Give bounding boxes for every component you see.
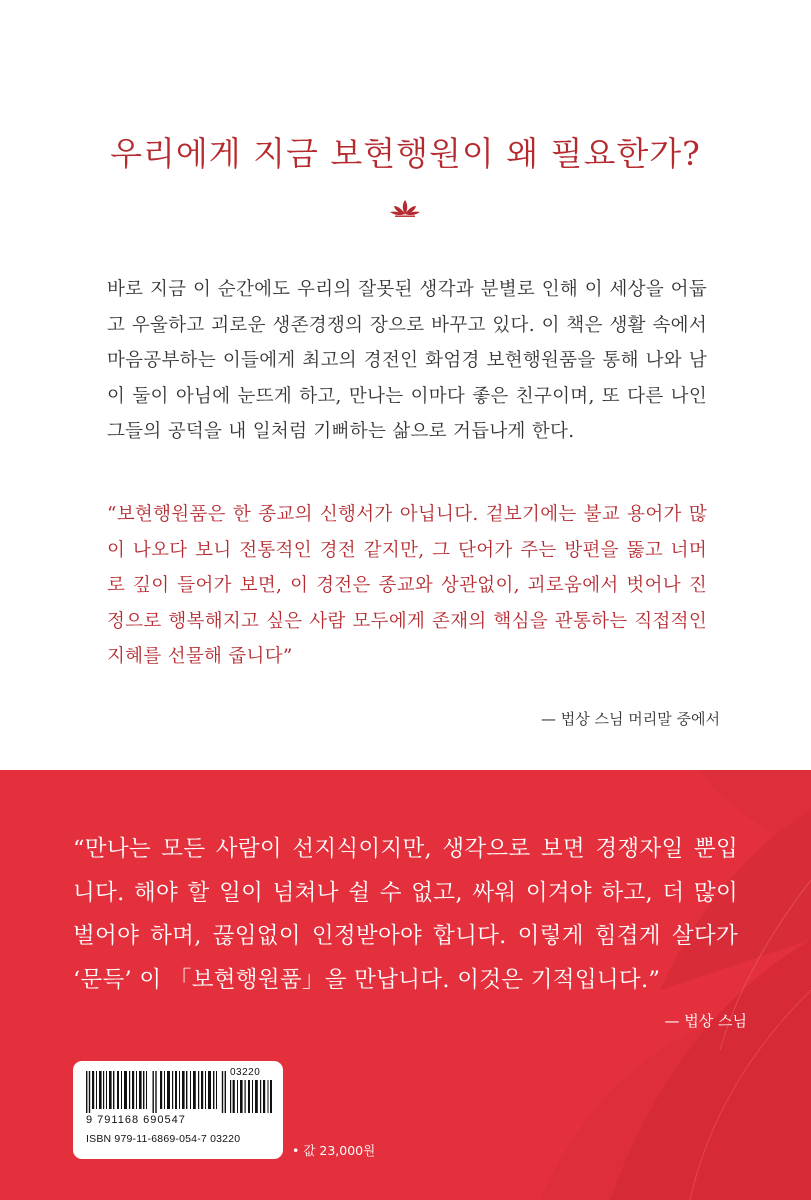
preface-quote: “보현행원품은 한 종교의 신행서가 아닙니다. 겉보기에는 불교 용어가 많이 나오다 보니 전통적인 경전 같지만, 그 단어가 주는 방편을 뚫고 너머로 깊이 들어가 보면, 이 경전은 종교와 상관없이, 괴로움에서 벗어나 진정으로 행복해지고 싶은 사람 모두에게 존재의 핵심을 관통하는 직접적인 지혜를 선물해 줍니다” [107, 504, 707, 668]
back-cover-attribution: — 법상 스님 [664, 1012, 747, 1030]
cover-bottom-panel [0, 770, 811, 1200]
isbn-text: ISBN 979-11-6869-054-7 03220 [86, 1133, 241, 1145]
barcode-addon-code: 03220 [230, 1067, 261, 1078]
preface-attribution: — 법상 스님 머리말 중에서 [541, 710, 720, 728]
lotus-icon [389, 198, 421, 218]
price-label: • 값 23,000원 [292, 1143, 376, 1158]
barcode-addon-bars [230, 1080, 272, 1113]
isbn-barcode [73, 1061, 283, 1159]
cover-headline: 우리에게 지금 보현행원이 왜 필요한가? [110, 134, 701, 173]
intro-paragraph: 바로 지금 이 순간에도 우리의 잘못된 생각과 분별로 인해 이 세상을 어둡고 우울하고 괴로운 생존경쟁의 장으로 바꾸고 있다. 이 책은 생활 속에서 마음공부하는 이들에게 최고의 경전인 화엄경 보현행원품을 통해 나와 남이 둘이 아님에 눈뜨게 하고, 만나는 이마다 좋은 친구이며, 또 다른 나인 그들의 공덕을 내 일처럼 기뻐하는 삶으로 거듭나게 한다. [107, 279, 707, 443]
barcode-bars [86, 1071, 226, 1113]
back-cover-quote: “만나는 모든 사람이 선지식이지만, 생각으로 보면 경쟁자일 뿐입니다. 해야 할 일이 넘쳐나 쉴 수 없고, 싸워 이겨야 하고, 더 많이 벌어야 하며, 끊임없이 인정받아야 합니다. 이렇게 힘겹게 살다가 ‘문득’ 이 「보현행원품」을 만납니다. 이것은 기적입니다.” [73, 836, 738, 993]
barcode-number: 9 791168 690547 [86, 1114, 186, 1126]
